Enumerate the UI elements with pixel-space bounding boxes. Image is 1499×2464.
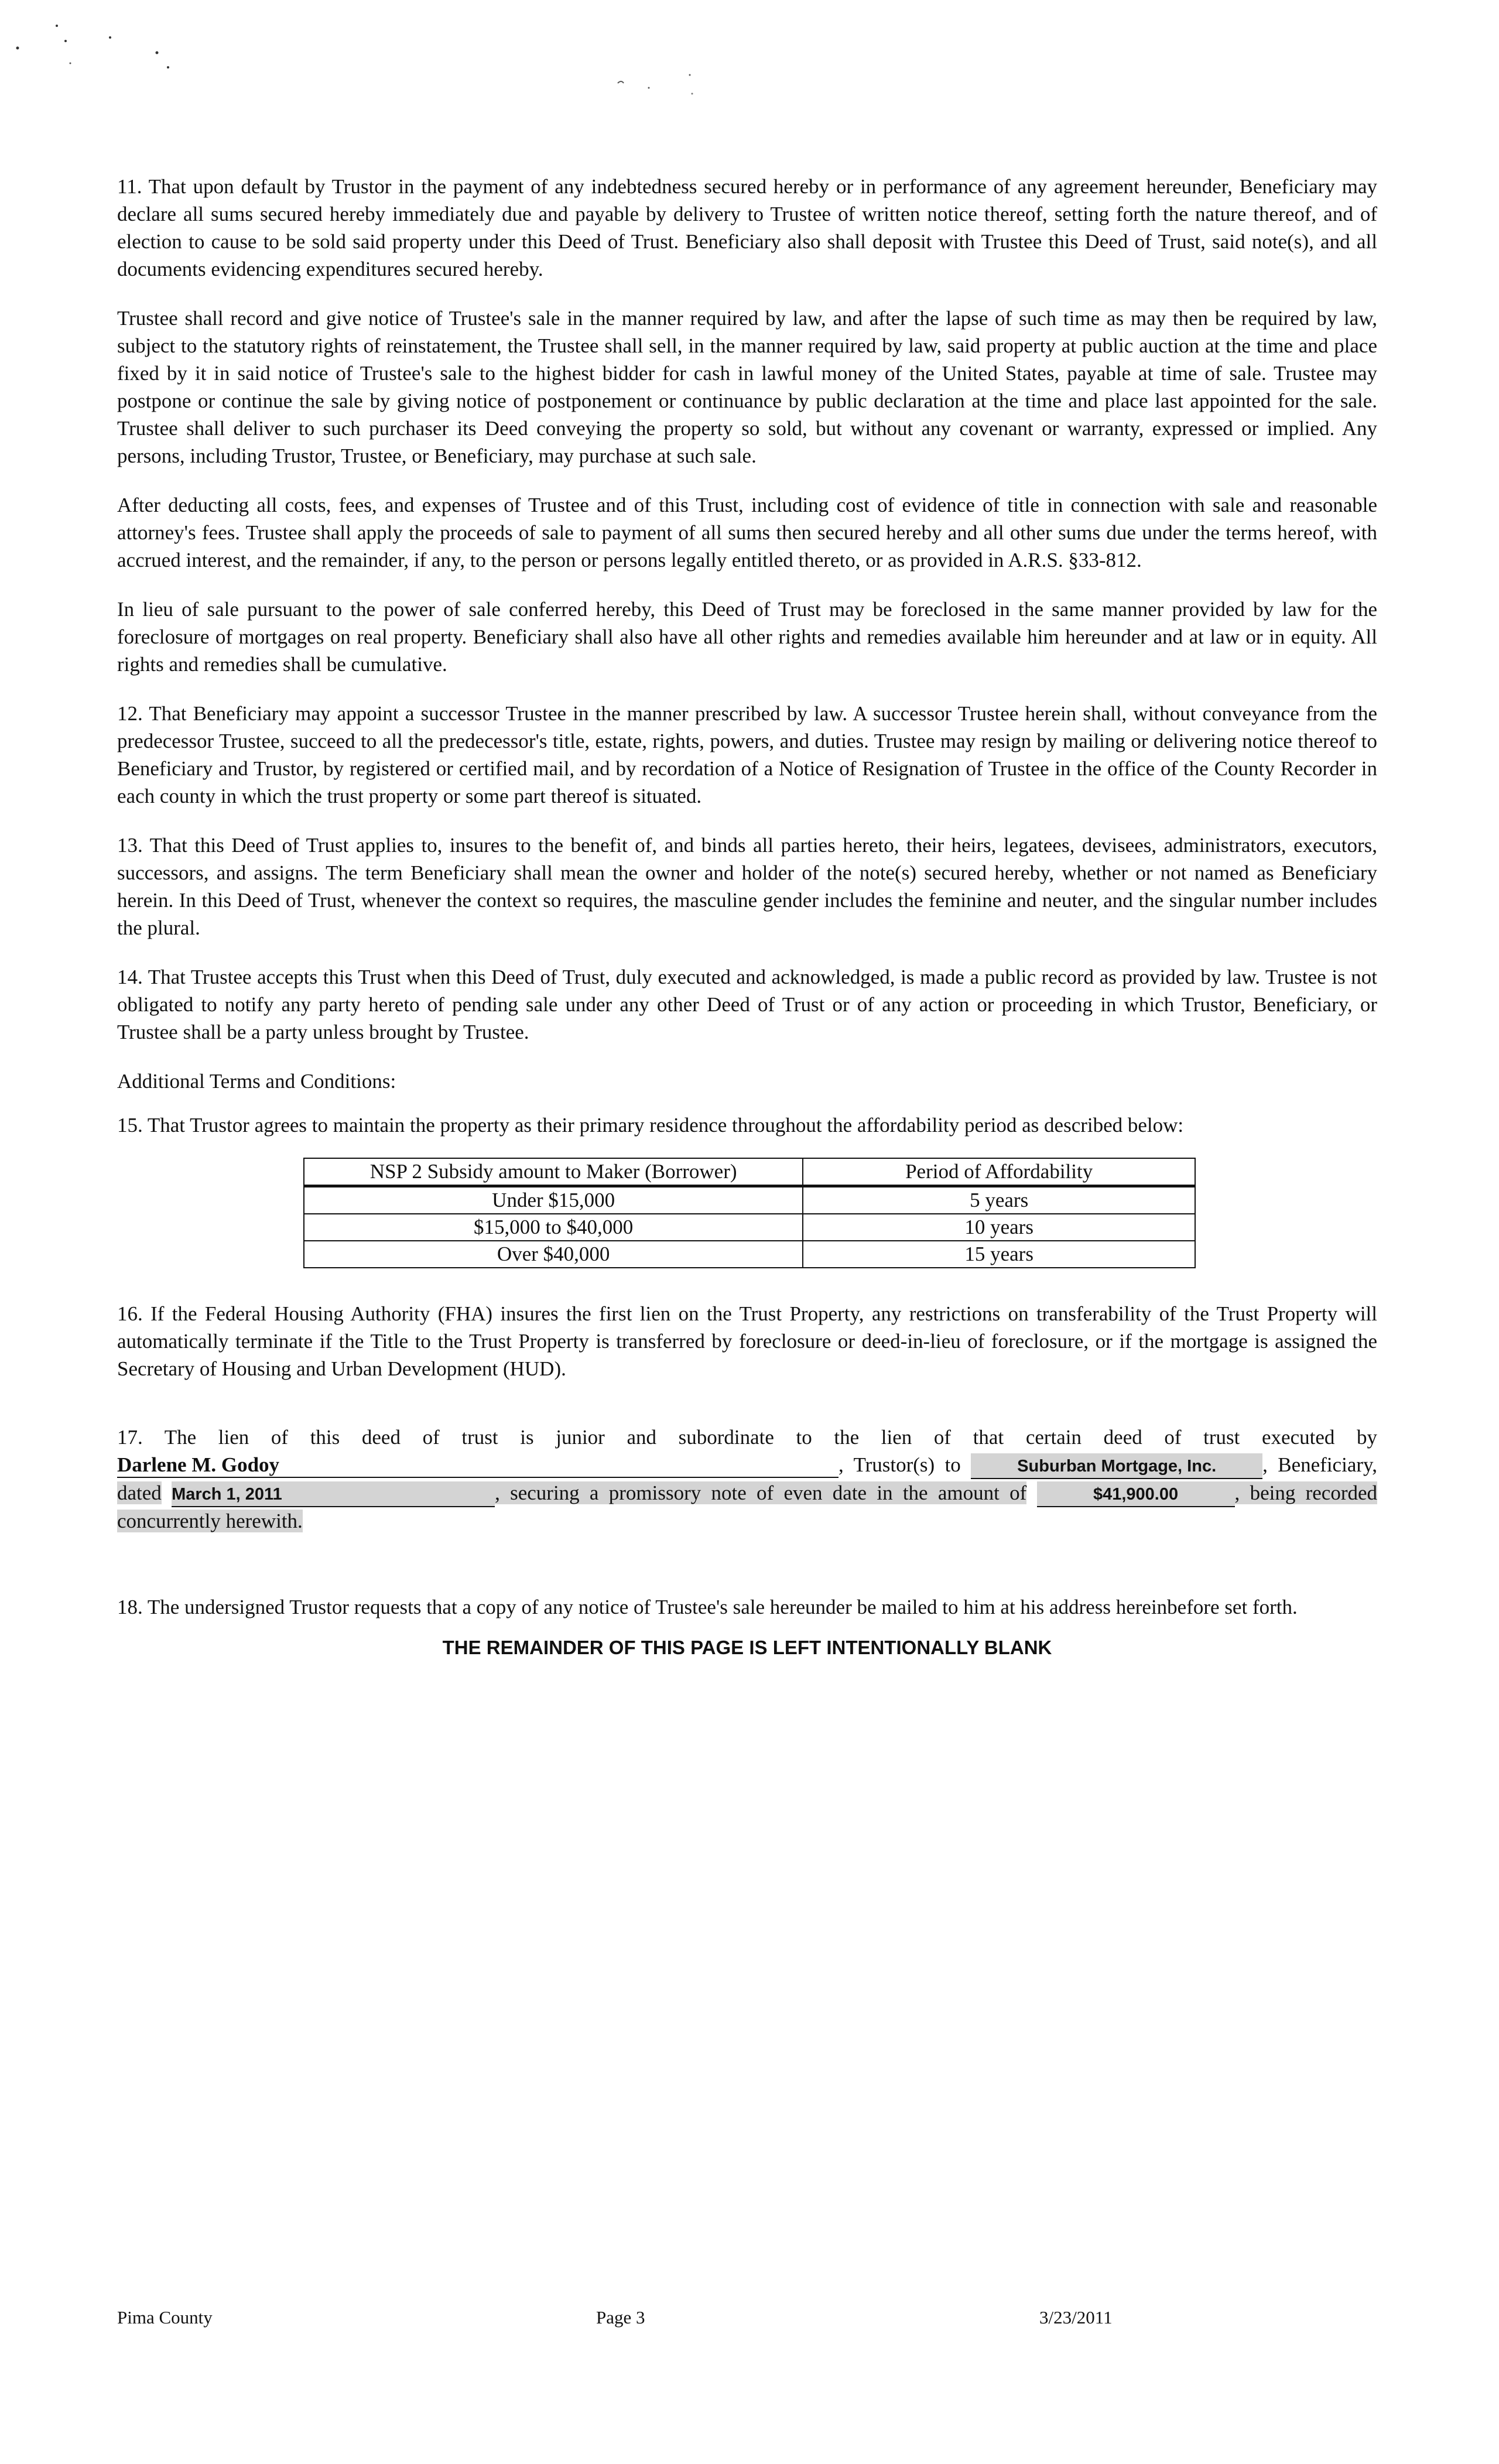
affordability-table xyxy=(303,1158,1196,1268)
table-cell: Under $15,000 xyxy=(304,1186,803,1214)
document-body xyxy=(117,173,1377,1661)
paragraph-18: 18. The undersigned Trustor requests that a copy of any notice of Trustee's sale hereunder be mailed to him at his address hereinbefore set forth. xyxy=(117,1596,1298,1618)
paragraph-11: 11. That upon default by Trustor in the payment of any indebtedness secured hereby or in performance of any agreement hereunder, Beneficiary may declare all sums secured hereby immediately due and payable by delivery to Trustee of written notice thereof, setting forth the nature thereof, and of election to cause to be sold said property under this Deed of Trust. Beneficiary also shall deposit with Trustee this Deed of Trust, said note(s), and all documents evidencing expenditures secured hereby. xyxy=(117,175,1377,280)
amount-field: $41,900.00 xyxy=(1037,1481,1235,1507)
page-footer xyxy=(117,2307,1382,2336)
paragraph-15: 15. That Trustor agrees to maintain the property as their primary residence throughout the affordability period as described below: xyxy=(117,1114,1184,1137)
paragraph-11-trustee-sale: Trustee shall record and give notice of Trustee's sale in the manner required by law, and after the lapse of such time as may then be required by law, subject to the statutory rights of reinstatement, the Trustee shall sell, in the manner required by law, said property at public auction at the time and place fixed by it in said notice of Trustee's sale to the highest bidder for cash in lawful money of the United States, payable at time of sale. Trustee may postpone or continue the sale by giving notice of postponement or continuance by public declaration at the time and place last appointed for the sale. Trustee shall deliver to such purchaser its Deed conveying the property so sold, but without any covenant or warranty, expressed or implied. Any persons, including Trustor, Trustee, or Beneficiary, may purchase at such sale. xyxy=(117,307,1377,467)
date-field: March 1, 2011 xyxy=(172,1481,495,1507)
concurrent-text: concurrently herewith. xyxy=(117,1510,303,1532)
footer-county: Pima County xyxy=(117,2307,213,2328)
table-cell: 15 years xyxy=(803,1241,1195,1268)
beneficiary-suffix: , Beneficiary, xyxy=(1262,1453,1377,1476)
paragraph-17-intro: 17. The lien of this deed of trust is junior and subordinate to the lien of that certain deed of trust executed by xyxy=(117,1426,1377,1449)
recorded-text: , being recorded xyxy=(1234,1481,1378,1504)
paragraph-17 xyxy=(117,1423,1377,1535)
table-row xyxy=(304,1186,1195,1214)
paragraph-13: 13. That this Deed of Trust applies to, insures to the benefit of, and binds all parties hereto, their heirs, legatees, devisees, administrators, executors, successors, and assigns. The term Beneficiary shall mean the owner and holder of the note(s) secured hereby, whether or not named as Beneficiary herein. In this Deed of Trust, whenever the context so requires, the masculine gender includes the feminine and neuter, and the singular number includes the plural. xyxy=(117,834,1377,939)
additional-terms-heading: Additional Terms and Conditions: xyxy=(117,1070,396,1093)
note-text: , securing a promissory note of even date in the amount of xyxy=(495,1481,1027,1504)
table-cell: $15,000 to $40,000 xyxy=(304,1214,803,1241)
paragraph-11-proceeds: After deducting all costs, fees, and expenses of Trustee and of this Trust, including cost of evidence of title in connection with sale and reasonable attorney's fees. Trustee shall apply the proceeds of sale to payment of all sums then secured hereby and all other sums due under the terms hereof, with accrued interest, and the remainder, if any, to the person or persons legally entitled thereto, or as provided in A.R.S. §33-812. xyxy=(117,494,1377,571)
table-row xyxy=(304,1241,1195,1268)
scan-specks xyxy=(0,0,761,117)
table-cell: 10 years xyxy=(803,1214,1195,1241)
dated-label: dated xyxy=(117,1481,162,1504)
footer-date: 3/23/2011 xyxy=(1039,2307,1113,2328)
table-cell: Over $40,000 xyxy=(304,1241,803,1268)
footer-page-number: Page 3 xyxy=(596,2307,645,2328)
table-row xyxy=(304,1214,1195,1241)
table-header-row xyxy=(304,1158,1195,1186)
beneficiary-name-field: Suburban Mortgage, Inc. xyxy=(971,1453,1262,1479)
table-cell: 5 years xyxy=(803,1186,1195,1214)
trustor-suffix: , Trustor(s) to xyxy=(839,1453,961,1476)
blank-page-notice: THE REMAINDER OF THIS PAGE IS LEFT INTENTIONALLY BLANK xyxy=(442,1637,1052,1658)
trustor-name-field: Darlene M. Godoy xyxy=(117,1453,839,1478)
table-header: NSP 2 Subsidy amount to Maker (Borrower) xyxy=(304,1158,803,1186)
paragraph-16: 16. If the Federal Housing Authority (FHA) insures the first lien on the Trust Property, any restrictions on transferability of the Trust Property will automatically terminate if the Title to the Trust Property is transferred by foreclosure or deed-in-lieu of foreclosure, or if the mortgage is assigned the Secretary of Housing and Urban Development (HUD). xyxy=(117,1302,1377,1380)
table-header: Period of Affordability xyxy=(803,1158,1195,1186)
paragraph-11-foreclosure: In lieu of sale pursuant to the power of sale conferred hereby, this Deed of Trust may be foreclosed in the same manner provided by law for the foreclosure of mortgages on real property. Beneficiary shall also have all other rights and remedies available him hereunder and at law or in equity. All rights and remedies shall be cumulative. xyxy=(117,598,1377,676)
paragraph-12: 12. That Beneficiary may appoint a successor Trustee in the manner prescribed by law. A successor Trustee herein shall, without conveyance from the predecessor Trustee, succeed to all the predecessor's title, estate, rights, powers, and duties. Trustee may resign by mailing or delivering notice thereof to Beneficiary and Trustor, by registered or certified mail, and by recordation of a Notice of Resignation of Trustee in the office of the County Recorder in each county in which the trust property or some part thereof is situated. xyxy=(117,702,1377,807)
paragraph-14: 14. That Trustee accepts this Trust when this Deed of Trust, duly executed and acknowledged, is made a public record as provided by law. Trustee is not obligated to notify any party hereto of pending sale under any other Deed of Trust or of any action or proceeding in which Trustor, Beneficiary, or Trustee shall be a party unless brought by Trustee. xyxy=(117,966,1377,1043)
